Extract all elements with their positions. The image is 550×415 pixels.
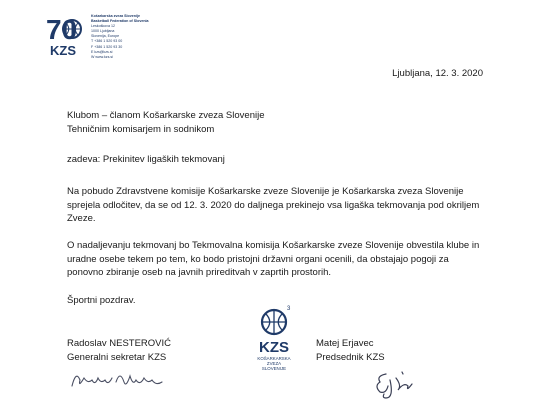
logo-text: KZS [50,43,76,58]
org-line: 1000 Ljubljana [91,29,115,34]
logo-number: 70 [46,14,78,45]
signature-nesterovic [68,366,168,396]
letter-date: Ljubljana, 12. 3. 2020 [392,68,483,79]
organization-address [91,14,171,60]
recipient-line: Tehničnim komisarjem in sodnikom [67,124,215,135]
signatory-name: Radoslav NESTEROVIĆ [67,338,172,349]
kzs-center-logo [250,302,298,378]
recipient-line: Klubom – članom Košarkarske zveza Slovenije [67,110,265,121]
center-logo-line: ZVEZA [266,361,282,366]
org-line: Slovenija, Europe [91,34,120,39]
logo-superscript: 3 [287,306,291,312]
subject-text: Prekinitev ligaških tekmovanj [102,154,225,165]
org-line: Košarkarska zveza Slovenije [91,14,140,18]
signatory-name: Matej Erjavec [316,338,374,349]
org-line: W www.kzs.si [91,54,113,59]
signatory-right [316,337,385,364]
body-paragraph: Na pobudo Zdravstvene komisije Košarkarske zveze Slovenije je Košarkarska zveza Slovenije sprejela odločitev, da se od 12. 3. 2020 do daljnega prekinejo vsa ligaška tekmovanja pod okriljem Zveze. [67,186,480,224]
org-line: F +386 1 520 93 30 [91,44,123,49]
body-paragraph: O nadaljevanju tekmovanj bo Tekmovalna komisija Košarkarske zveze Slovenije obvestila klube in uradne osebe tekem po tem, ko bodo pristojni državni organi ocenili, da obstajajo pogoji za ponovno zbiranje oseb na javnih prireditvah v zaprtih prostorih. [67,240,480,278]
greeting: Športni pozdrav. [67,295,136,306]
center-logo-line: SLOVENIJE [261,366,287,371]
org-line: Leskoškova 12 [91,24,115,29]
kzs-70-logo [44,13,90,59]
center-logo-text: KZS [259,339,289,356]
signatory-title: Generalni sekretar KZS [67,351,167,363]
org-line: Basketball Federation of Slovenia [91,19,149,24]
org-line: E kzs@kzs.si [91,49,113,54]
center-logo-line: KOŠARKARSKA [257,356,291,361]
subject-label: zadeva: [67,154,101,165]
signature-erjavec [372,368,422,400]
signatory-left [67,337,171,364]
recipients [67,109,264,137]
subject-line [67,154,225,165]
signatory-title: Predsednik KZS [316,351,385,363]
org-line: T +386 1 520 93 00 [91,39,123,44]
